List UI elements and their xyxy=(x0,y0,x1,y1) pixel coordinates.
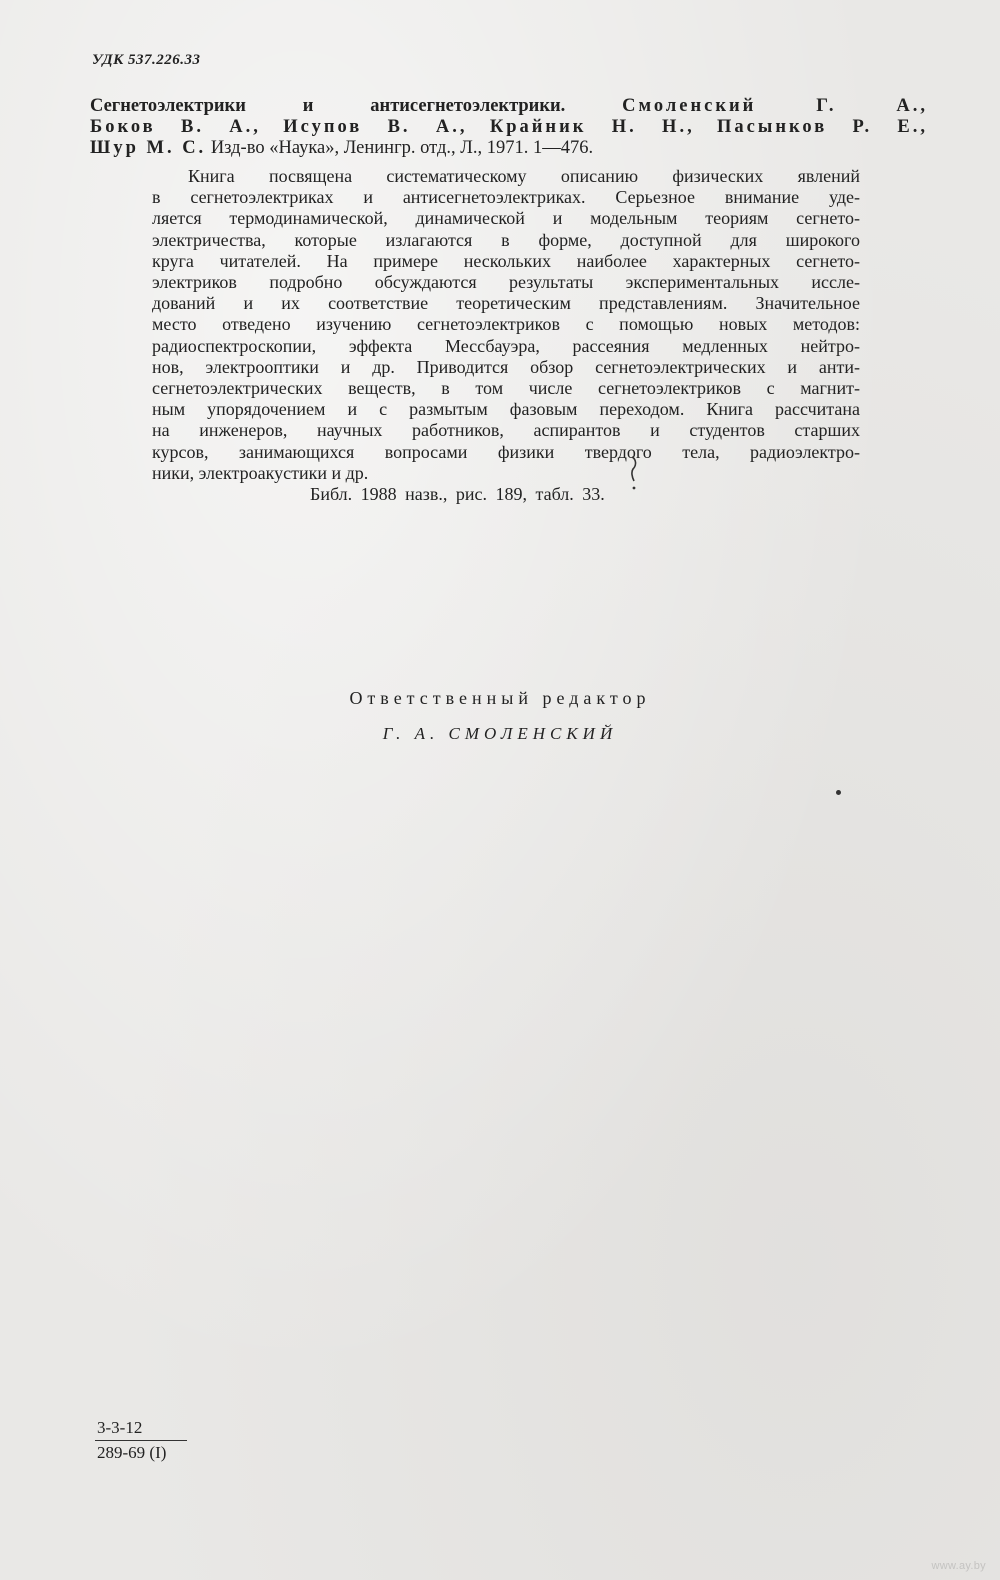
bibliography-note: Библ. 1988 назв., рис. 189, табл. 33. xyxy=(310,484,605,504)
citation-author-2: Боков В. А., xyxy=(90,117,261,137)
abstract-paragraph xyxy=(152,166,860,484)
abstract-line: Книга посвящена систематическому описанию физических явлений xyxy=(188,166,860,186)
abstract-line: радиоспектроскопии, эффекта Мессбауэра, рассеяния медленных нейтро- xyxy=(152,335,860,356)
citation-author-5: Пасынков Р. Е., xyxy=(717,117,929,137)
abstract-line: курсов, занимающихся вопросами физики твердого тела, радиоэлектро- xyxy=(152,441,860,462)
citation-line-1 xyxy=(90,96,928,117)
abstract-line: нов, электрооптики и др. Приводится обзор сегнетоэлектрических и анти- xyxy=(152,356,860,377)
citation-author-1: Смоленский Г. А., xyxy=(622,96,928,116)
abstract-line: электриков подробно обсуждаются результаты экспериментальных иссле- xyxy=(152,272,860,293)
editor-name: Г. А. СМОЛЕНСКИЙ xyxy=(382,724,618,743)
editor-label: Ответственный редактор xyxy=(349,688,651,708)
publication-code xyxy=(95,1418,187,1463)
pen-mark-icon xyxy=(626,455,642,491)
publication-code-bottom: 289-69 (I) xyxy=(97,1443,167,1462)
abstract-line: в сегнетоэлектриках и антисегнетоэлектриках. Серьезное внимание уде- xyxy=(152,187,860,208)
citation-author-6: Шур М. С. xyxy=(90,138,207,158)
citation-line-2 xyxy=(90,117,928,138)
watermark: www.ay.by xyxy=(931,1560,986,1572)
publication-code-top: 3-3-12 xyxy=(95,1418,187,1441)
citation-publisher: Изд-во «Наука», Ленингр. отд., Л., 1971. 1—476. xyxy=(210,138,594,158)
ink-speck-icon xyxy=(836,790,841,795)
abstract-line: круга читателей. На примере нескольких наиболее характерных сегнето- xyxy=(152,250,860,271)
citation-author-4: Крайник Н. Н., xyxy=(489,117,695,137)
bibliographic-citation xyxy=(90,96,928,159)
abstract-line: ники, электроакустики и др. xyxy=(152,462,369,483)
abstract-line: ляется термодинамической, динамической и модельным теориям сегнето- xyxy=(152,208,860,229)
abstract-line: ным упорядочением и с размытым фазовым переходом. Книга рассчитана xyxy=(152,399,860,420)
citation-title: Сегнетоэлектрики и антисегнетоэлектрики. xyxy=(90,96,566,116)
abstract-line: сегнетоэлектрических веществ, в том числе сегнетоэлектриков с магнит- xyxy=(152,378,860,399)
abstract-line: электричества, которые излагаются в форме, доступной для широкого xyxy=(152,229,860,250)
abstract-line: на инженеров, научных работников, аспирантов и студентов старших xyxy=(152,420,860,441)
abstract-line: дований и их соответствие теоретическим представлениям. Значительное xyxy=(152,293,860,314)
udk-code: УДК 537.226.33 xyxy=(92,52,201,68)
citation-author-3: Исупов В. А., xyxy=(283,117,468,137)
abstract-line: место отведено изучению сегнетоэлектриков с помощью новых методов: xyxy=(152,314,860,335)
citation-line-3 xyxy=(90,138,928,159)
